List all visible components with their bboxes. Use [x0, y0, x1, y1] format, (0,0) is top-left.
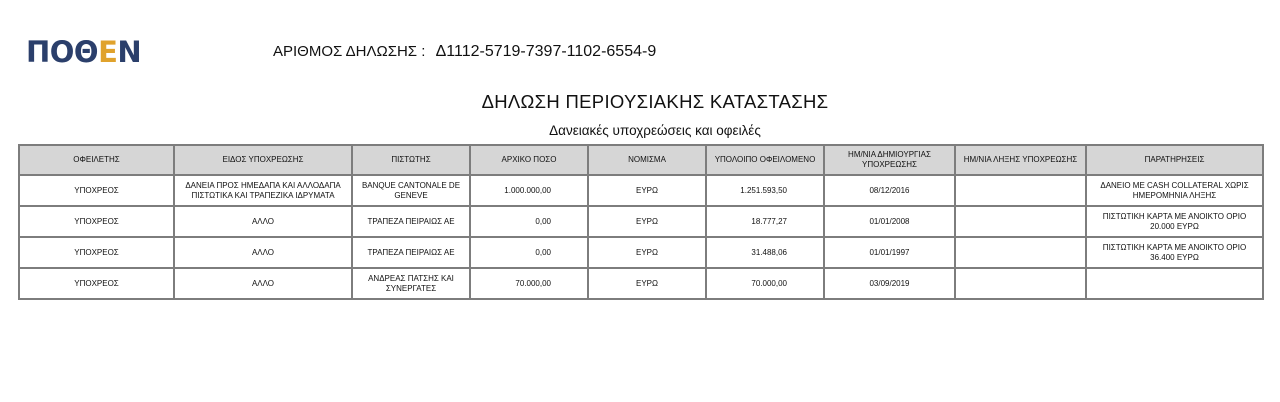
expiry-date-cell — [955, 206, 1086, 237]
creditor-cell: ΤΡΑΠΕΖΑ ΠΕΙΡΑΙΩΣ ΑΕ — [352, 206, 470, 237]
liability-type-cell: ΑΛΛΟ — [174, 268, 352, 299]
liability-type-cell: ΑΛΛΟ — [174, 206, 352, 237]
expiry-date-cell — [955, 175, 1086, 206]
creation-date-cell: 01/01/1997 — [824, 237, 955, 268]
balance-cell: 31.488,06 — [706, 237, 824, 268]
logo — [26, 35, 142, 69]
initial-amount-cell: 70.000,00 — [470, 268, 588, 299]
liability-type-cell: ΔΑΝΕΙΑ ΠΡΟΣ ΗΜΕΔΑΠΑ ΚΑΙ ΑΛΛΟΔΑΠΑ ΠΙΣΤΩΤΙΚΑ ΚΑΙ ΤΡΑΠΕΖΙΚΑ ΙΔΡΥΜΑΤΑ — [174, 175, 352, 206]
currency-cell: ΕΥΡΩ — [588, 206, 706, 237]
table-row — [19, 175, 1263, 206]
creditor-cell: ΤΡΑΠΕΖΑ ΠΕΙΡΑΙΩΣ ΑΕ — [352, 237, 470, 268]
table-header-row — [19, 145, 1263, 175]
logo-text-accent: Ε — [98, 35, 118, 69]
column-header: ΠΑΡΑΤΗΡΗΣΕΙΣ — [1086, 145, 1263, 175]
initial-amount-cell: 1.000.000,00 — [470, 175, 588, 206]
section-title: Δανειακές υποχρεώσεις και οφειλές — [549, 123, 761, 138]
initial-amount-cell: 0,00 — [470, 237, 588, 268]
declaration-number-value: Δ1112-5719-7397-1102-6554-9 — [435, 43, 657, 60]
column-header: ΥΠΟΛΟΙΠΟ ΟΦΕΙΛΟΜΕΝΟ — [706, 145, 824, 175]
table-row — [19, 206, 1263, 237]
creation-date-cell: 01/01/2008 — [824, 206, 955, 237]
remarks-cell: ΠΙΣΤΩΤΙΚΗ ΚΑΡΤΑ ΜΕ ΑΝΟΙΚΤΟ ΟΡΙΟ 36.400 ΕΥΡΩ — [1086, 237, 1263, 268]
balance-cell: 70.000,00 — [706, 268, 824, 299]
declaration-number-label: ΑΡΙΘΜΟΣ ΔΗΛΩΣΗΣ : — [273, 43, 426, 60]
remarks-cell: ΠΙΣΤΩΤΙΚΗ ΚΑΡΤΑ ΜΕ ΑΝΟΙΚΤΟ ΟΡΙΟ 20.000 ΕΥΡΩ — [1086, 206, 1263, 237]
creditor-cell: BANQUE CANTONALE DE GENEVE — [352, 175, 470, 206]
remarks-cell: ΔΑΝΕΙΟ ΜΕ CASH COLLATERAL ΧΩΡΙΣ ΗΜΕΡΟΜΗΝΙΑ ΛΗΞΗΣ — [1086, 175, 1263, 206]
page-title: ΔΗΛΩΣΗ ΠΕΡΙΟΥΣΙΑΚΗΣ ΚΑΤΑΣΤΑΣΗΣ — [481, 91, 829, 112]
creation-date-cell: 08/12/2016 — [824, 175, 955, 206]
expiry-date-cell — [955, 268, 1086, 299]
liability-type-cell: ΑΛΛΟ — [174, 237, 352, 268]
logo-text-main: ΠΟΘ — [26, 35, 99, 69]
creation-date-cell: 03/09/2019 — [824, 268, 955, 299]
column-header: ΑΡΧΙΚΟ ΠΟΣΟ — [470, 145, 588, 175]
debtor-cell: ΥΠΟΧΡΕΟΣ — [19, 268, 174, 299]
initial-amount-cell: 0,00 — [470, 206, 588, 237]
column-header: ΕΙΔΟΣ ΥΠΟΧΡΕΩΣΗΣ — [174, 145, 352, 175]
currency-cell: ΕΥΡΩ — [588, 175, 706, 206]
remarks-cell — [1086, 268, 1263, 299]
liabilities-table — [18, 144, 1264, 300]
currency-cell: ΕΥΡΩ — [588, 268, 706, 299]
column-header: ΗΜ/ΝΙΑ ΛΗΞΗΣ ΥΠΟΧΡΕΩΣΗΣ — [955, 145, 1086, 175]
logo-text-end: Ν — [117, 35, 142, 69]
creditor-cell: ΑΝΔΡΕΑΣ ΠΑΤΣΗΣ ΚΑΙ ΣΥΝΕΡΓΑΤΕΣ — [352, 268, 470, 299]
currency-cell: ΕΥΡΩ — [588, 237, 706, 268]
column-header: ΗΜ/ΝΙΑ ΔΗΜΙΟΥΡΓΙΑΣ ΥΠΟΧΡΕΩΣΗΣ — [824, 145, 955, 175]
column-header: ΝΟΜΙΣΜΑ — [588, 145, 706, 175]
column-header: ΟΦΕΙΛΕΤΗΣ — [19, 145, 174, 175]
debtor-cell: ΥΠΟΧΡΕΟΣ — [19, 206, 174, 237]
declaration-number — [273, 44, 656, 60]
balance-cell: 18.777,27 — [706, 206, 824, 237]
debtor-cell: ΥΠΟΧΡΕΟΣ — [19, 237, 174, 268]
table-row — [19, 237, 1263, 268]
debtor-cell: ΥΠΟΧΡΕΟΣ — [19, 175, 174, 206]
table-row — [19, 268, 1263, 299]
balance-cell: 1.251.593,50 — [706, 175, 824, 206]
column-header: ΠΙΣΤΩΤΗΣ — [352, 145, 470, 175]
expiry-date-cell — [955, 237, 1086, 268]
